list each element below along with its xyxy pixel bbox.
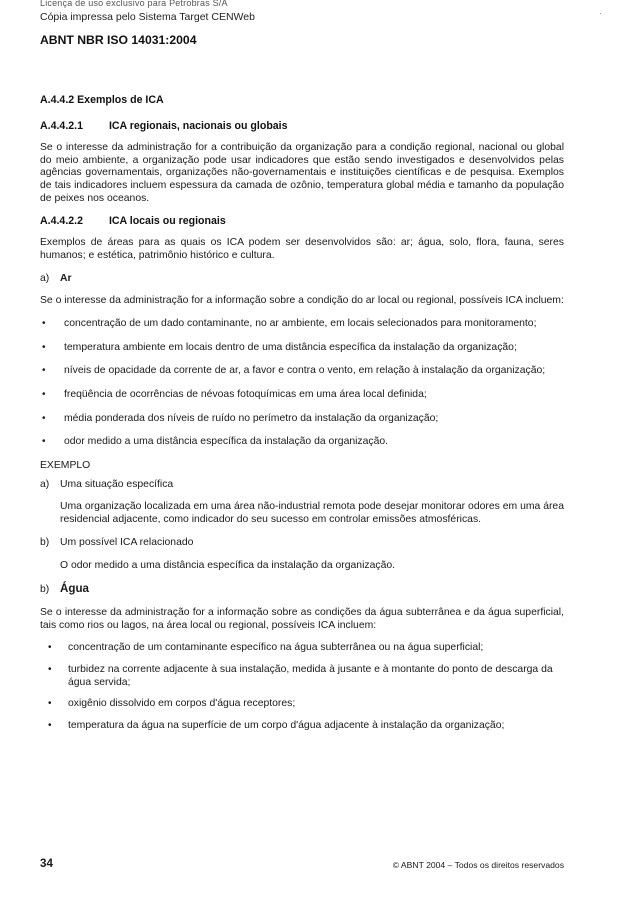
list-item <box>40 664 564 689</box>
list-item-text: turbidez na corrente adjacente à sua instalação, medida à jusante e à montante do ponto de descarga da água servida; <box>68 663 553 688</box>
list-item <box>40 698 564 711</box>
list-item-text: concentração de um dado contaminante, no ar ambiente, em locais selecionados para monitoramento; <box>64 317 537 329</box>
example-b-marker: b) <box>40 536 50 548</box>
list-item <box>40 342 564 355</box>
subsection-1-number: A.4.4.2.1 <box>40 119 83 132</box>
license-line: Licença de uso exclusivo para Petrobras S/A <box>40 0 228 8</box>
bullet-icon: • <box>42 412 46 424</box>
example-b-title: Um possível ICA relacionado <box>60 536 194 548</box>
section-number: A.4.4.2 <box>40 94 75 106</box>
bullet-icon: • <box>42 341 46 353</box>
list-item-text: freqüência de ocorrências de névoas fotoquímicas em uma área local definida; <box>64 389 427 401</box>
subsection-2-paragraph: Exemplos de áreas para as quais os ICA podem ser desenvolvidos são: ar; água, solo, flora, fauna, seres humanos; e estética, patrimônio histórico e cultura. <box>40 237 564 261</box>
print-notice: Cópia impressa pelo Sistema Target CENWeb <box>40 11 255 23</box>
bullet-icon: • <box>42 436 46 448</box>
air-intro: Se o interesse da administração for a informação sobre a condição do ar local ou regional, possíveis ICA incluem: <box>40 295 564 307</box>
list-item <box>40 365 564 378</box>
list-item-text: odor medido a uma distância específica da instalação da organização. <box>64 436 389 448</box>
list-item-text: média ponderada dos níveis de ruído no perímetro da instalação da organização; <box>64 412 439 424</box>
water-marker: b) <box>40 584 50 596</box>
section-heading <box>40 94 564 107</box>
section-title: Exemplos de ICA <box>77 94 164 106</box>
bullet-icon: • <box>48 698 52 710</box>
list-item-text: níveis de opacidade da corrente de ar, a favor e contra o vento, em relação à instalação da organização; <box>64 365 546 377</box>
example-a-text: Uma organização localizada em uma área não-industrial remota pode desejar monitorar odores em uma área residencial adjacente, como indicador do seu sucesso em controlar emissões atmosféricas. <box>60 501 564 526</box>
subsection-2-number: A.4.4.2.2 <box>40 215 83 228</box>
subsection-1-title: ICA regionais, nacionais ou globais <box>108 119 288 132</box>
list-item <box>40 436 564 449</box>
bullet-icon: • <box>42 317 46 329</box>
list-item-text: oxigênio dissolvido em corpos d'água receptores; <box>68 698 296 710</box>
subsection-1-paragraph: Se o interesse da administração for a contribuição da organização para a condição regional, nacional ou global do meio ambiente, a organização pode usar indicadores que estão sendo investigados e desenvolvidos pelas agências governamentais, organizações não-governamentais e instituições científicas e de pesquisa. Exemplos de tais indicadores incluem espessura da camada de ozônio, temperatura global média e tamanho da população de peixes nos oceanos. <box>40 141 564 204</box>
list-item <box>40 642 564 655</box>
standard-title: ABNT NBR ISO 14031:2004 <box>40 32 197 47</box>
list-item <box>40 318 564 331</box>
water-heading <box>40 582 564 597</box>
list-item-text: temperatura da água na superfície de um corpo d'água adjacente à instalação da organização; <box>68 720 505 732</box>
bullet-icon: • <box>48 720 52 732</box>
bullet-icon: • <box>42 365 46 377</box>
example-label: EXEMPLO <box>40 460 91 472</box>
bullet-icon: • <box>42 389 46 401</box>
air-marker: a) <box>40 272 50 284</box>
example-b-heading <box>40 537 564 550</box>
bullet-icon: • <box>48 642 52 654</box>
list-item <box>40 720 564 733</box>
example-a-heading <box>40 479 564 492</box>
air-title: Ar <box>60 272 72 284</box>
water-bullet-list <box>40 642 564 732</box>
example-b-text: O odor medido a uma distância específica da instalação da organização. <box>60 559 396 571</box>
subsection-1-heading <box>40 120 564 133</box>
corner-mark: · <box>599 8 602 18</box>
page-number: 34 <box>40 857 53 870</box>
list-item-text: temperatura ambiente em locais dentro de uma distância específica da instalação da organização; <box>64 341 517 353</box>
water-title: Água <box>60 582 89 596</box>
document-body <box>40 94 564 742</box>
list-item <box>40 389 564 402</box>
water-intro: Se o interesse da administração for a informação sobre as condições da água subterrânea e da água superficial, tais como rios ou lagos, na área local ou regional, possíveis ICA incluem: <box>40 606 564 631</box>
example-a-marker: a) <box>40 478 50 490</box>
list-item-text: concentração de um contaminante específico na água subterrânea ou na água superficial; <box>68 642 484 654</box>
air-bullet-list <box>40 318 564 449</box>
page-header <box>40 0 600 48</box>
example-a-title: Uma situação específica <box>60 478 174 490</box>
subsection-2-heading <box>40 215 564 228</box>
copyright-notice: © ABNT 2004 – Todos os direitos reservados <box>392 860 564 870</box>
bullet-icon: • <box>48 663 52 675</box>
list-item <box>40 413 564 426</box>
subsection-2-title: ICA locais ou regionais <box>108 215 226 228</box>
air-heading <box>40 273 564 286</box>
